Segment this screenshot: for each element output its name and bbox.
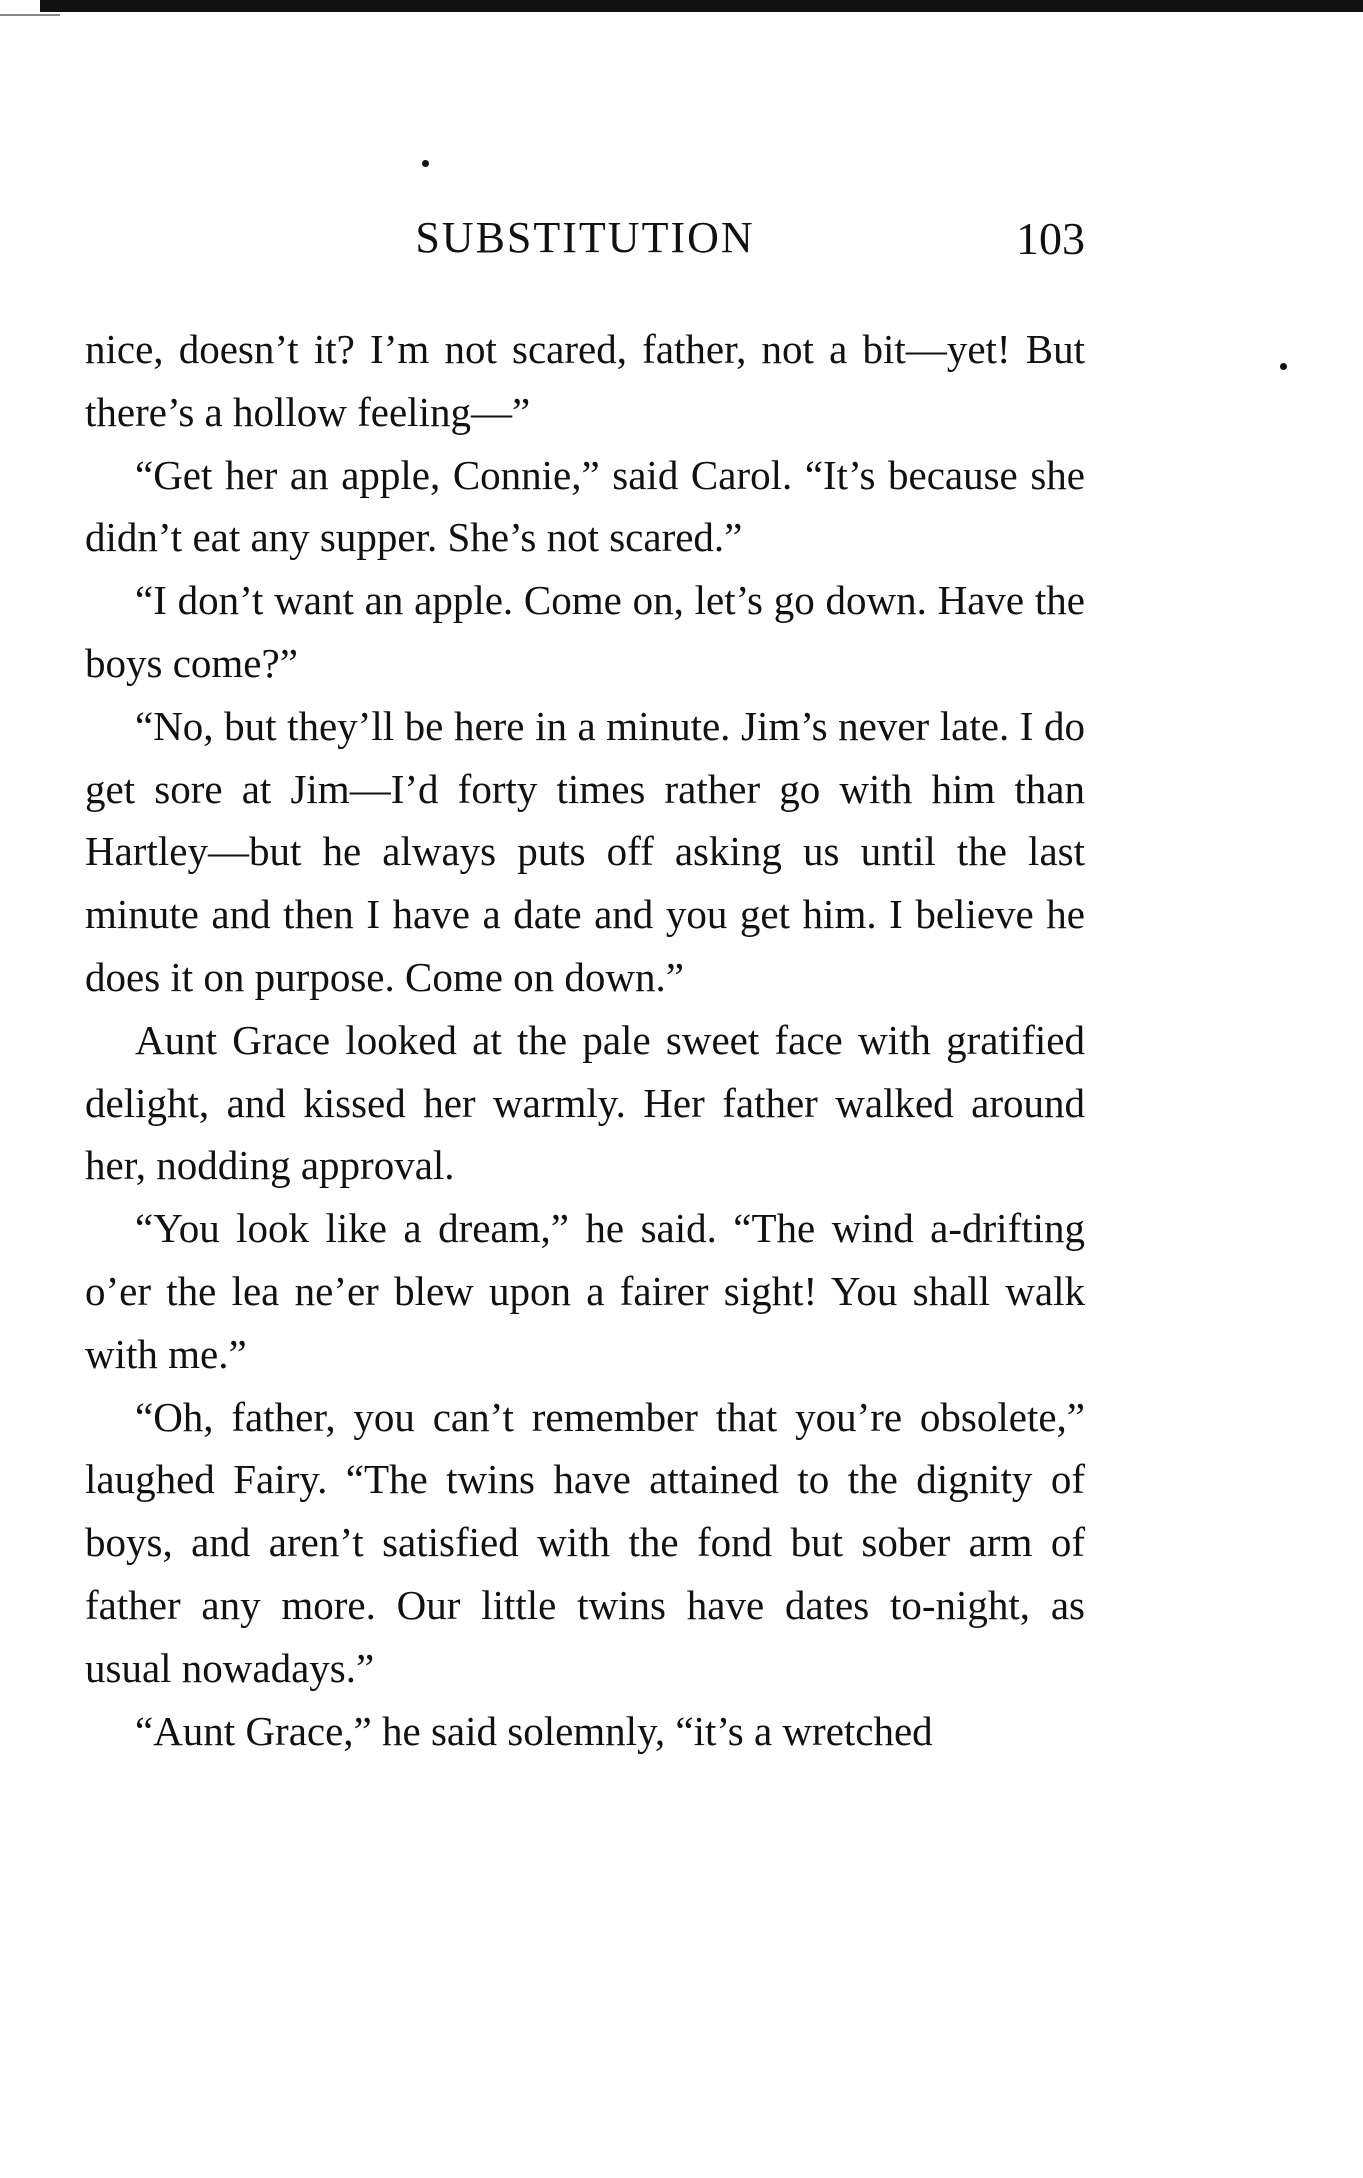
top-border-rule — [40, 0, 1363, 12]
paragraph: “No, but they’ll be here in a minute. Jim’s never late. I do get sore at Jim—I’d forty times rather go with him than Hartley—but he always puts off asking us until the last minute and then I have a date and you get him. I believe he does it on purpose. Come on down.” — [85, 702, 1085, 1000]
paragraph: “I don’t want an apple. Come on, let’s go down. Have the boys come?” — [85, 577, 1085, 686]
paragraph: “Oh, father, you can’t remember that you’re obsolete,” laughed Fairy. “The twins have attained to the dignity of boys, and aren’t satisfied with the fond but sober arm of father any more. Our little twins have dates to-night, as usual nowadays.” — [85, 1393, 1085, 1691]
paragraph: “Aunt Grace,” he said solemnly, “it’s a wretched — [135, 1707, 933, 1754]
top-border-fray — [0, 14, 60, 16]
ink-speck — [1280, 363, 1287, 370]
paragraph: Aunt Grace looked at the pale sweet face with gratified delight, and kissed her warmly. Her father walked around her, nodding approval. — [85, 1016, 1085, 1189]
paragraph: nice, doesn’t it? I’m not scared, father, not a bit—yet! But there’s a hollow feeling—” — [85, 326, 1085, 435]
paragraph: “Get her an apple, Connie,” said Carol. “It’s because she didn’t eat any supper. She’s not scared.” — [85, 451, 1085, 561]
body-text — [85, 318, 1085, 1762]
page-number: 103 — [1016, 213, 1085, 264]
ink-speck — [422, 160, 429, 167]
running-head: SUBSTITUTION — [415, 213, 755, 262]
paragraph: “You look like a dream,” he said. “The wind a-drifting o’er the lea ne’er blew upon a fairer sight! You shall walk with me.” — [85, 1205, 1085, 1377]
page-header — [85, 212, 1085, 272]
